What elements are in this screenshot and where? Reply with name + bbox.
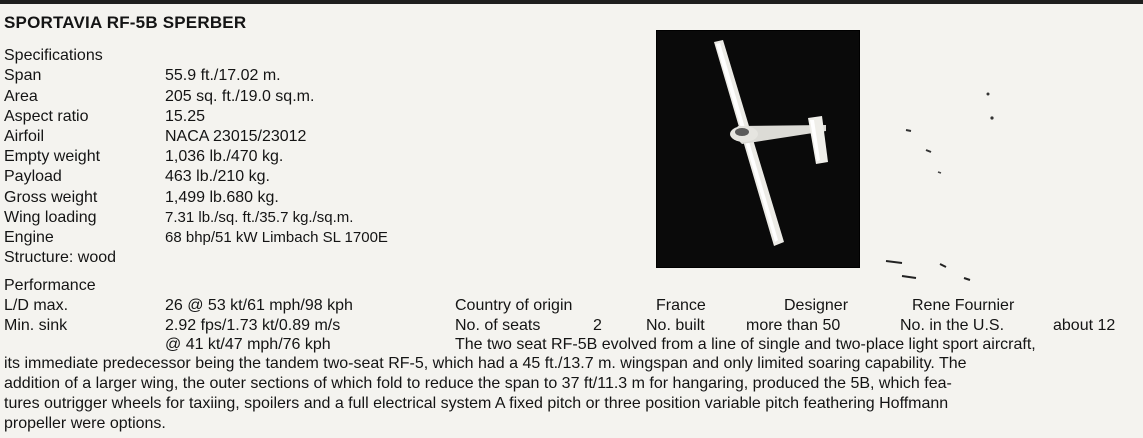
fact-value-us: about 12 (1053, 317, 1116, 334)
spec-label-gross-weight: Gross weight (4, 189, 98, 206)
spec-label-payload: Payload (4, 168, 62, 185)
fact-label-seats: No. of seats (455, 317, 541, 334)
fact-label-country: Country of origin (455, 297, 573, 314)
spec-label-area: Area (4, 88, 38, 105)
spec-label-engine: Engine (4, 229, 54, 246)
fact-label-built: No. built (646, 317, 705, 334)
glider-photo (656, 30, 860, 268)
spec-label-aspect-ratio: Aspect ratio (4, 108, 89, 125)
spec-value-span: 55.9 ft./17.02 m. (165, 67, 281, 84)
fact-label-us: No. in the U.S. (900, 317, 1005, 334)
spec-value-wing-loading: 7.31 lb./sq. ft./35.7 kg./sq.m. (165, 209, 354, 226)
spec-label-empty-weight: Empty weight (4, 148, 101, 165)
page-title: SPORTAVIA RF-5B SPERBER (4, 13, 247, 32)
performance-heading: Performance (4, 277, 96, 294)
perf-label-min-sink: Min. sink (4, 317, 68, 334)
fact-label-designer: Designer (784, 297, 849, 314)
perf-label-ld-max: L/D max. (4, 297, 69, 314)
spec-value-engine: 68 bhp/51 kW Limbach SL 1700E (165, 229, 388, 246)
top-rule (0, 0, 1143, 4)
glider-illustration (656, 30, 860, 268)
spec-label-span: Span (4, 67, 42, 84)
fact-value-built: more than 50 (746, 317, 841, 334)
description-line: its immediate predecessor being the tandem two-seat RF-5, which had a 45 ft./13.7 m. wingspan and only limited soaring capability. The (4, 355, 967, 372)
description-line: addition of a larger wing, the outer sections of which fold to reduce the span to 37 ft/11.3 m for hangaring, produced the 5B, which fea- (4, 375, 952, 392)
scan-marks-decoration (880, 80, 1000, 290)
perf-value-ld-max: 26 @ 53 kt/61 mph/98 kph (165, 297, 353, 314)
spec-value-aspect-ratio: 15.25 (165, 108, 206, 125)
specifications-heading: Specifications (4, 47, 103, 64)
fact-value-seats: 2 (593, 317, 602, 334)
description-line: tures outrigger wheels for taxiing, spoilers and a full electrical system A fixed pitch or three position variable pitch feathering Hoffmann (4, 395, 949, 412)
fact-value-country: France (656, 297, 706, 314)
perf-value-min-sink-speed: @ 41 kt/47 mph/76 kph (165, 336, 331, 353)
spec-value-area: 205 sq. ft./19.0 sq.m. (165, 88, 315, 105)
perf-value-min-sink: 2.92 fps/1.73 kt/0.89 m/s (165, 317, 341, 334)
spec-label-wing-loading: Wing loading (4, 209, 97, 226)
description-line: propeller were options. (4, 415, 166, 432)
spec-value-airfoil: NACA 23015/23012 (165, 128, 307, 145)
spec-label-airfoil: Airfoil (4, 128, 45, 145)
spec-value-payload: 463 lb./210 kg. (165, 168, 270, 185)
description-first-line: The two seat RF-5B evolved from a line of single and two-place light sport aircraft, (455, 336, 1036, 353)
description-paragraph (4, 354, 1143, 434)
spec-value-gross-weight: 1,499 lb.680 kg. (165, 189, 279, 206)
spec-structure: Structure: wood (4, 249, 117, 266)
spec-value-empty-weight: 1,036 lb./470 kg. (165, 148, 284, 165)
fact-value-designer: Rene Fournier (912, 297, 1015, 314)
